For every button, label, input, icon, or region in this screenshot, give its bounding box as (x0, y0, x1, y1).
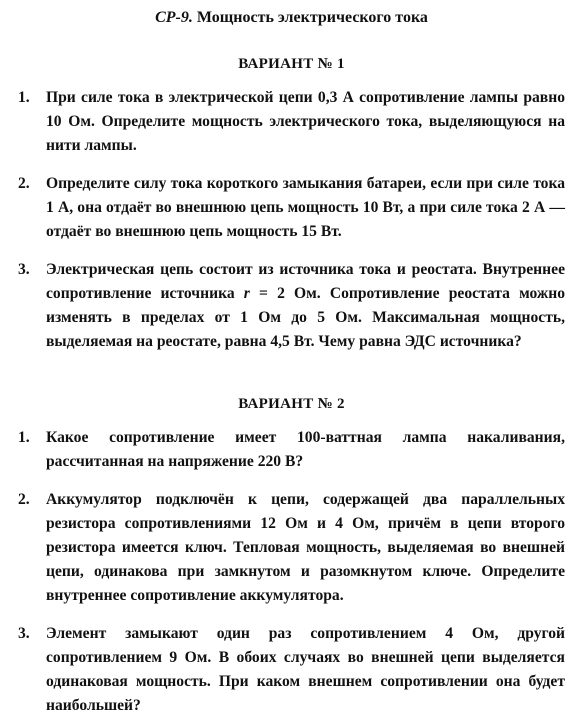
variant-1-problem-3 (18, 258, 565, 354)
problem-text: При силе тока в электрической цепи 0,3 А сопротивление лампы равно 10 Ом. Определите мощность электрического тока, выделяющуюся на нити лампы. (46, 89, 565, 154)
work-title: Мощность электрического тока (196, 9, 428, 26)
problem-text: Определите силу тока короткого замыкания батареи, если при силе тока 1 А, она отдаёт во внешнюю цепь мощность 10 Вт, а при силе тока 2 А — отдаёт во внешнюю цепь мощность 15 Вт. (46, 175, 565, 240)
problem-text: Элемент замыкают один раз сопротивлением 4 Ом, другой сопротивлением 9 Ом. В обоих случаях во внешней цепи выделяется одинаковая мощность. При каком внешнем сопротивлении она будет наибольшей? (46, 625, 565, 714)
problem-number: 2. (18, 175, 30, 192)
problem-number: 2. (18, 491, 30, 508)
problem-text-part-a: Электрическая цепь состоит из источника тока и реостата. Внутреннее сопротивление источника (46, 261, 565, 302)
variable-r: r (243, 285, 250, 302)
variant-2-problem-3 (18, 622, 565, 718)
problem-text-part-b: = 2 Ом. Сопротивление реостата можно изменять в пределах от 1 Ом до 5 Ом. Максимальная мощность, выделяемая на реостате, равна 4,5 Вт. Чему равна ЭДС источника? (46, 285, 565, 350)
variant-1-heading: ВАРИАНТ № 1 (238, 56, 345, 72)
variant-2-problem-2 (18, 488, 565, 608)
variant-1-problem-1 (18, 86, 565, 158)
variant-2-problem-1 (18, 426, 565, 474)
problem-number: 1. (18, 89, 30, 106)
page-title (18, 0, 565, 35)
variant-2-heading: ВАРИАНТ № 2 (238, 396, 345, 412)
variant-1-problem-2 (18, 172, 565, 244)
work-code: СР-9. (155, 9, 193, 26)
problem-text: Какое сопротивление имеет 100-ваттная лампа накаливания, рассчитанная на напряжение 220 В? (46, 429, 565, 470)
problem-number: 3. (18, 625, 30, 642)
problem-text (46, 258, 565, 354)
problem-number: 1. (18, 429, 30, 446)
problem-number: 3. (18, 261, 30, 278)
problem-text: Аккумулятор подключён к цепи, содержащей два параллельных резистора сопротивлениями 12 Ом и 4 Ом, причём в цепи второго резистора имеется ключ. Тепловая мощность, выделяемая во внешней цепи, одинакова при замкнутом и разомкнутом ключе. Определите внутреннее сопротивление аккумулятора. (46, 491, 565, 604)
